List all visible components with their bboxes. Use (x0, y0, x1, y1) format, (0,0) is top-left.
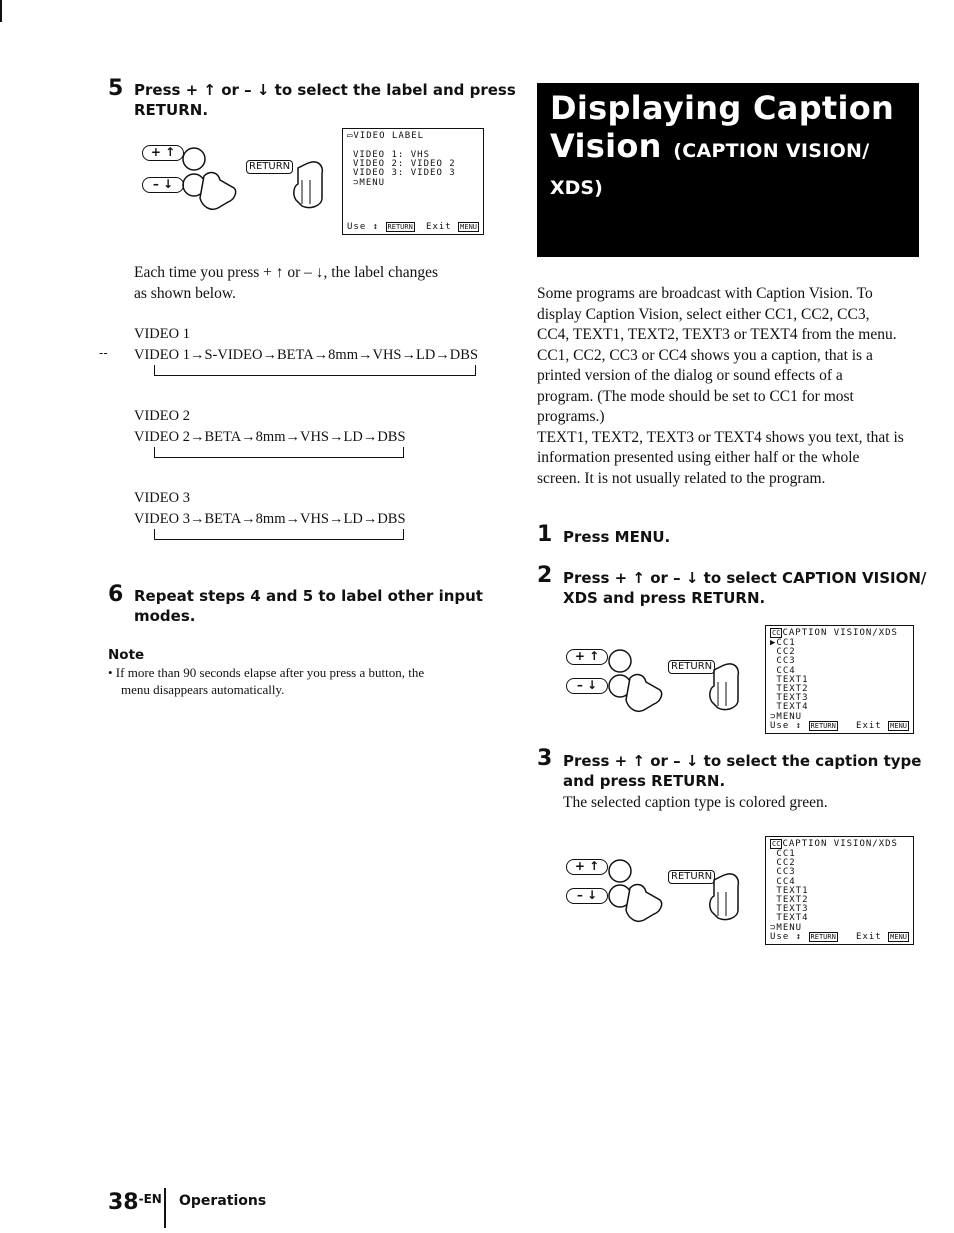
return-button-icon: RETURN (668, 870, 715, 884)
video-label-menu-screen (342, 128, 484, 235)
cc-icon: CC (772, 629, 781, 637)
return-button-icon: RETURN (246, 160, 293, 174)
step-1-heading: Press MENU. (563, 528, 671, 546)
video3-cycle-loop (154, 529, 404, 540)
osd-line: VIDEO 1: VHS (353, 150, 431, 160)
osd-title: CC CAPTION VISION/XDS (772, 839, 898, 849)
osd-footer: Use ↕ RETURN Exit MENU (770, 931, 907, 942)
remote-illustration (138, 140, 338, 220)
step-2-number: 2 (537, 563, 553, 588)
step-6-heading: Repeat steps 4 and 5 to label other input modes. (134, 587, 483, 625)
step-5-number: 5 (108, 76, 124, 101)
video1-cycle-loop (154, 365, 476, 376)
osd-title: ▭VIDEO LABEL (347, 131, 425, 141)
note-title: Note (108, 647, 145, 663)
note-text: • If more than 90 seconds elapse after you press a button, the menu disappears automatically. (108, 665, 425, 697)
footer-section-name: Operations (179, 1193, 267, 1209)
osd-line: VIDEO 3: VIDEO 3 (353, 168, 456, 179)
video1-cycle: VIDEO 1→S-VIDEO→BETA→8mm→VHS→LD→DBS (134, 347, 479, 363)
label-change-paragraph: Each time you press + ↑ or – ↓, the label changes as shown below. (134, 264, 439, 302)
minus-button-icon: – ↓ (566, 888, 608, 904)
video2-label: VIDEO 2 (134, 408, 190, 424)
step-2-heading: Press + ↑ or – ↓ to select CAPTION VISION/ XDS and press RETURN. (563, 569, 927, 607)
remote-illustration (562, 640, 762, 720)
step-3-description: The selected caption type is colored green. (563, 794, 828, 811)
finger-press-icon (562, 640, 762, 720)
video2-cycle: VIDEO 2→BETA→8mm→VHS→LD→DBS (134, 429, 406, 445)
step-1-number: 1 (537, 522, 553, 547)
margin-rule (0, 0, 2, 22)
minus-button-icon: – ↓ (566, 678, 608, 694)
finger-press-icon (562, 850, 762, 930)
step-5-heading-line1: Press + ↑ or – ↓ to select the label and press (134, 81, 516, 99)
step-3-number: 3 (537, 746, 553, 771)
finger-press-icon (138, 140, 338, 220)
osd-footer: Use ↕ RETURN Exit MENU (347, 221, 477, 232)
minus-button-icon: – ↓ (142, 177, 184, 193)
caption-vision-menu-screen: CC CAPTION VISION/XDS ▶CC1 CC2 CC3 CC4 TEXT1 TEXT2 TEXT3 TEXT4 ⊃MENU Use ↕ RETURN Exit MENU (765, 625, 914, 734)
intro-paragraph: Some programs are broadcast with Caption Vision. To display Caption Vision, select either CC1, CC2, CC3, CC4, TEXT1, TEXT2, TEXT3 or TEXT4 from the menu. CC1, CC2, CC3 or CC4 shows you a caption, that is a printed version of the dialog or sound effects of a program. (The mode should be set to CC1 for most programs.) TEXT1, TEXT2, TEXT3 or TEXT4 shows you text, that is information presented using either half or the whole screen. It is not usually related to the program. (537, 285, 904, 487)
caption-type-menu-screen: CC CAPTION VISION/XDS CC1 CC2 CC3 CC4 TEXT1 TEXT2 TEXT3 TEXT4 ⊃MENU Use ↕ RETURN Exit MENU (765, 836, 914, 945)
step-6-number: 6 (108, 582, 124, 607)
footer-divider (164, 1188, 166, 1228)
plus-button-icon: + ↑ (566, 859, 608, 875)
dash-mark: -- (99, 346, 108, 360)
video2-cycle-loop (154, 447, 404, 458)
section-title-box (537, 83, 919, 257)
video3-label: VIDEO 3 (134, 490, 190, 506)
osd-footer: Use ↕ RETURN Exit MENU (770, 720, 907, 731)
step-3-heading: Press + ↑ or – ↓ to select the caption type and press RETURN. (563, 752, 922, 790)
step-5-heading (134, 80, 516, 120)
plus-button-icon: + ↑ (566, 649, 608, 665)
section-title-line3: XDS) (550, 177, 603, 199)
page-number: 38$^{-EN}$ (108, 1190, 162, 1215)
video1-label: VIDEO 1 (134, 326, 190, 342)
plus-button-icon: + ↑ (142, 145, 184, 161)
step-5-heading-line2: RETURN. (134, 101, 209, 119)
section-title: Displaying Caption Vision (CAPTION VISION/ (550, 89, 895, 165)
video-icon: ▭ (347, 131, 354, 141)
video3-cycle: VIDEO 3→BETA→8mm→VHS→LD→DBS (134, 511, 406, 527)
osd-line: ⊃MENU (353, 177, 386, 188)
osd-line: VIDEO 2: VIDEO 2 (353, 159, 456, 170)
remote-illustration (562, 850, 762, 930)
return-button-icon: RETURN (668, 660, 715, 674)
osd-title: CC CAPTION VISION/XDS (772, 628, 898, 638)
cc-icon: CC (772, 840, 781, 848)
